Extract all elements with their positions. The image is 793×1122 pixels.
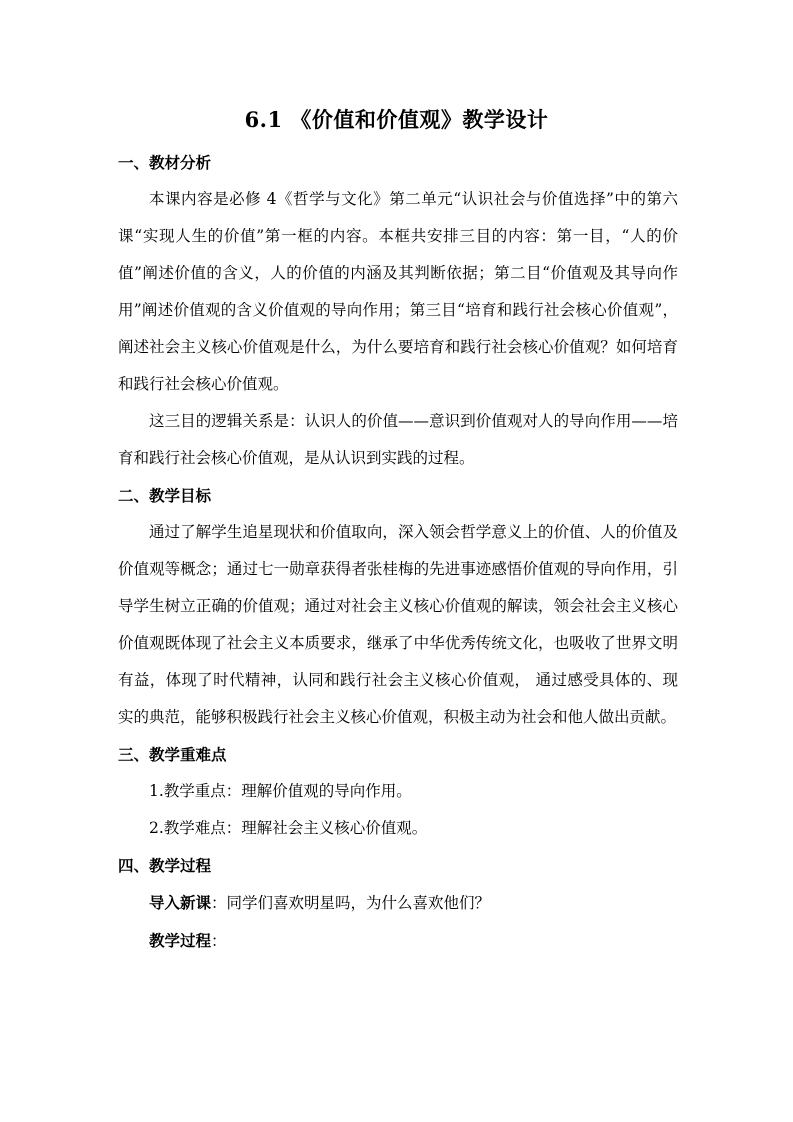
- intro-text: ：同学们喜欢明星吗，为什么喜欢他们？: [211, 894, 491, 912]
- document-title: 6.1 《价值和价值观》教学设计: [244, 107, 549, 132]
- difficult-point-item: 2.教学难点：理解社会主义核心价值观。: [149, 819, 428, 837]
- intro-label: 导入新课: [149, 893, 212, 912]
- section-heading-textbook-analysis: 一、教材分析: [118, 153, 212, 172]
- process-line: [118, 922, 678, 960]
- section-heading-key-points: 三、教学重难点: [118, 745, 227, 764]
- document-body: [118, 144, 678, 960]
- process-label: 教学过程: [149, 931, 212, 950]
- paragraph-textbook-analysis-2: 这三目的逻辑关系是：认识人的价值——意识到价值观对人的导向作用——培育和践行社会核心价值观，是从认识到实践的过程。: [118, 412, 678, 467]
- process-text: ：: [211, 932, 227, 950]
- section-heading-teaching-process: 四、教学过程: [118, 856, 212, 875]
- paragraph-teaching-goals: 通过了解学生追星现状和价值取向，深入领会哲学意义上的价值、人的价值及价值观等概念；通过七一勋章获得者张桂梅的先进事迹感悟价值观的导向作用，引导学生树立正确的价值观；通过对社会主义核心价值观的解读，领会社会主义核心价值观既体现了社会主义本质要求，继承了中华优秀传统文化，也吸收了世界文明有益，体现了时代精神，认同和践行社会主义核心价值观， 通过感受具体的、现实的典范，能够积极践行社会主义核心价值观，积极主动为社会和他人做出贡献。: [118, 523, 678, 726]
- intro-line: [118, 884, 678, 922]
- paragraph-textbook-analysis-1: 本课内容是必修 4《哲学与文化》第二单元“认识社会与价值选择”中的第六课“实现人生的价值”第一框的内容。本框共安排三目的内容：第一目，“人的价值”阐述价值的含义，人的价值的内涵及其判断依据；第二目“价值观及其导向作用”阐述价值观的含义价值观的导向作用；第三目“培育和践行社会核心价值观”，阐述社会主义核心价值观是什么，为什么要培育和践行社会核心价值观？如何培育和践行社会核心价值观。: [118, 190, 678, 393]
- section-heading-teaching-goals: 二、教学目标: [118, 486, 212, 505]
- key-point-item: 1.教学重点：理解价值观的导向作用。: [149, 782, 412, 800]
